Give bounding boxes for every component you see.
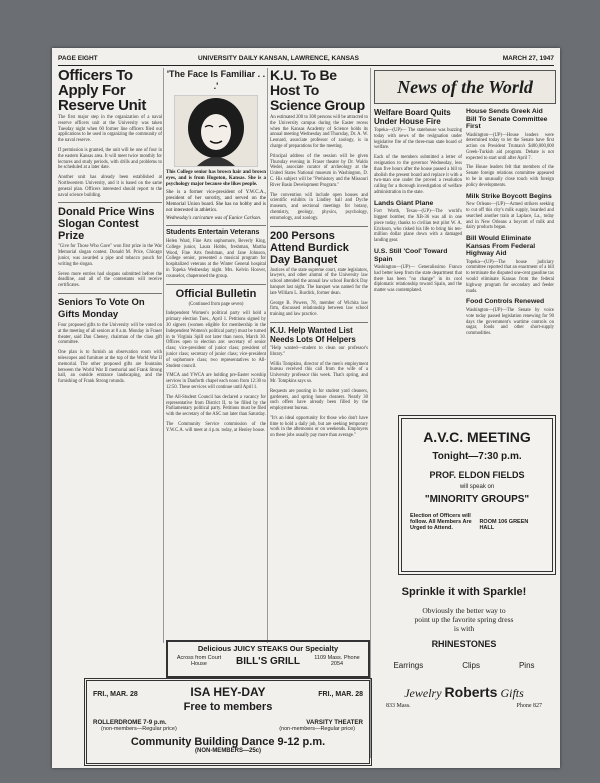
divider bbox=[166, 225, 266, 226]
article-text: Four proposed gifts to the University will be voted on at the meeting of all seniors at 8 a.m. Monday in Fraser theater, said Dan Cheney, chairman of the class gift committee. bbox=[58, 322, 162, 346]
headline-officers: Officers To Apply For Reserve Unit bbox=[58, 68, 147, 114]
news-column-1 bbox=[374, 106, 462, 376]
column-2 bbox=[166, 68, 266, 643]
article-text: Willis Tompkins, director of the men's employment bureau received this call from the wife of a University professor this week. That's spring, and Mr. Tompkins says so. bbox=[270, 361, 368, 384]
ad-title: Sprinkle it with Sparkle! bbox=[401, 586, 527, 598]
ad-date-left: FRI., MAR. 28 bbox=[93, 691, 138, 698]
store-name bbox=[374, 684, 554, 701]
ad-time: Tonight—7:30 p.m. bbox=[432, 451, 522, 462]
ad-item: RHINESTONES bbox=[431, 639, 497, 649]
store-name-right: Gifts bbox=[500, 686, 524, 700]
store-phone: Phone 827 bbox=[516, 703, 542, 709]
article-text: The House leaders felt that members of the Senate foreign relations committee appeared to be in unusually close touch with foreign policy developments. bbox=[466, 165, 554, 188]
caption-text: This College senior has brown hair and brown eyes, and is from Hugoton, Kansas. She is a psychology major because she likes people. bbox=[166, 170, 266, 187]
caption-text: Wednesday's caricature was of Eunice Carlson. bbox=[166, 216, 262, 221]
ad-contact: 1109 Mass. Phone 2054 bbox=[314, 655, 360, 667]
store-contact bbox=[374, 703, 554, 709]
article-text: "Give for Those Who Gave" won first prize in the War Memorial slogan contest. Donald M. Price, Chicago junior, was awarded a pipe and tobacco pouch for writing the slogan. bbox=[58, 244, 162, 267]
page-header bbox=[58, 53, 554, 66]
headline-slogan: Donald Price Wins Slogan Contest Prize bbox=[58, 206, 155, 243]
column-1 bbox=[58, 68, 162, 643]
article-text: "Help wanted—student to clean our professor's library." bbox=[270, 345, 368, 357]
bills-grill-ad bbox=[166, 640, 370, 678]
headline-banquet: 200 Persons Attend Burdick Day Banquet bbox=[270, 229, 349, 266]
headline-welfare: Welfare Board Quits Under House Fire bbox=[374, 108, 451, 126]
ad-room: ROOM 106 GREEN HALL bbox=[479, 519, 529, 531]
ad-footnote: Election of Officers will follow. All Members Are Urged to Attend. bbox=[410, 513, 472, 531]
ad-title: ISA HEY-DAY bbox=[190, 685, 266, 699]
article-text: Seven more entries had slogans submitted before the deadline, and all of the contestants will receive certificates. bbox=[58, 271, 162, 289]
headline-seniors: Seniors To Vote On Gifts Monday bbox=[58, 296, 145, 320]
article-text: Another unit has already been established at Northwestern University, and it is based on the same general plan. Officers interested should report to the naval science building. bbox=[58, 175, 162, 198]
headline-bulletin: Official Bulletin bbox=[175, 287, 257, 300]
isa-heyday-ad bbox=[84, 678, 372, 766]
ad-speaker: PROF. ELDON FIELDS bbox=[429, 470, 525, 480]
article-text: Helen Ward, Fine Arts sophomore, Beverly King, College junior, Laura Hobbs, freshman, Martha Wood, Fine Arts freshman, and Jane Johnson, College senior, presented a musical program for hospitalized veterans at the Winter General hospital in Topeka Wednesday night. Mrs. Kelvin Hoover, counselor, chaperoned the group. bbox=[166, 239, 266, 279]
article-text: If permission is granted, the unit will be one of four in the eastern Kansas area. It will meet twice monthly for lectures and study periods, with drills and problems to be scheduled at a later date. bbox=[58, 147, 162, 171]
ad-title: A.V.C. MEETING bbox=[423, 429, 531, 445]
article-text: Principal address of the session will be given Thursday evening in Fraser theater by Dr. Waldo Wedel, associate curator of archeology at the United States National museum in Washington, D. C. His subject will be "Prehistory and the Missouri River Basin Development Program." bbox=[270, 153, 368, 188]
headline-spain: U.S. Still 'Cool' Toward Spain bbox=[374, 248, 448, 263]
ad-note-right: (non-members—Regular price) bbox=[279, 726, 355, 732]
headline-face: 'The Face Is Familiar . . .' bbox=[166, 69, 266, 91]
ad-event-left: ROLLERDROME 7-9 p.m. bbox=[93, 719, 167, 726]
paper-title: UNIVERSITY DAILY KANSAN, LAWRENCE, KANSAS bbox=[198, 55, 359, 62]
ad-dance-note: (NON-MEMBERS—25c) bbox=[194, 748, 261, 754]
article-text: Independent Women's political party will hold a primary election Tues., April 1. Petitions signed by 30 signers (women eligible for membership in the Independent Women's political party) must be turned in to Virginia Spill not later than noon, March 30. Offices open to election are: secretary of senior class; vice-president of junior class; president of junior class; secretary of junior class; vice-president of sophomore class; two representatives to All-Student council. bbox=[166, 311, 266, 369]
headline-help-wanted: K.U. Help Wanted List Needs Lots Of Helpers bbox=[270, 325, 356, 344]
divider bbox=[58, 293, 162, 294]
ad-item-clips: Clips bbox=[462, 661, 480, 670]
article-text: The convention will include open houses and scientific exhibits in Lindley hall and Dyche museum, and sectional meetings for botany, chemistry, geology, physics, psychology, entomology, and zoology. bbox=[270, 192, 368, 221]
headline-plane: Lands Giant Plane bbox=[374, 199, 434, 207]
headline-science: K.U. To Be Host To Science Group bbox=[270, 68, 365, 113]
article-text: New Orleans—(UP)—Armed strikers seeking to cut off this city's milk supply, boarded and searched another train at Laplace, La., today and in New Orleans a boycott of milk and dairy products began. bbox=[466, 202, 554, 231]
article-text: (Continued from page seven) bbox=[188, 301, 244, 307]
article-text: The first major step in the organization of a naval reserve officers unit at the University was taken Tuesday night when 60 former line officers filed out applications to be used in organizing the community of the naval reserve. bbox=[58, 115, 162, 144]
headline-students: Students Entertain Veterans bbox=[166, 229, 260, 236]
article-text: "It's an ideal opportunity for those who don't have time to hold a daily job, but are seeking temporary work in the afternoons or on weekends. Employers on these jobs usually pay more than average." bbox=[270, 415, 368, 439]
ad-item-list bbox=[374, 661, 554, 670]
ad-location: Across from Court House bbox=[176, 655, 222, 667]
issue-date: MARCH 27, 1947 bbox=[502, 55, 554, 62]
article-text: Washington—(UP)—The Senate by voice vote today passed legislation renewing for 90 days the government's wartime controls on sugar, foods and other short-supply commodities. bbox=[466, 307, 554, 337]
ad-dance: Community Building Dance 9-12 p.m. bbox=[130, 736, 326, 748]
column-divider bbox=[370, 68, 371, 758]
article-text: Washington—(UP)—House leaders were determined today to let the Senate have first action on President Truman's $400,000,000 Greek-Turkish aid program. Debate is not expected to start until after April 7. bbox=[466, 132, 554, 161]
article-text: One plan is to furnish an observation room with telescopes and furniture at the top of the World War II memorial. The other proposed gifts are fountains between the World War II memorial and Frank Strong hall, an outside entrance landscaping, and the furnishing of Frank Strong rotunda. bbox=[58, 350, 162, 385]
article-text: An estimated 200 to 300 persons will be attracted to the University campus during the Easter recess when the Kansas Academy of Science holds its annual meeting Wednesday and Thursday, Dr. A. W. Leonard, associate professor of zoology, is in charge of preparations for the meeting. bbox=[270, 115, 368, 149]
article-text: The Community Service commission of the Y.W.C.A. will meet at 4 p.m. today, at Henley house. bbox=[166, 421, 266, 433]
column-divider bbox=[267, 68, 268, 643]
store-name-main: Roberts bbox=[444, 684, 498, 700]
headline-greek-aid: House Sends Greek Aid Bill To Senate Committee First bbox=[466, 108, 548, 130]
news-column-2 bbox=[466, 106, 554, 376]
rhinestones-ad bbox=[374, 574, 554, 760]
divider bbox=[270, 226, 368, 227]
divider bbox=[166, 284, 266, 285]
ad-text: Obviously the better way to point up the favorite spring dress is with bbox=[414, 606, 514, 633]
headline-milk: Milk Strike Boycott Begins bbox=[466, 192, 552, 200]
column-divider bbox=[163, 68, 164, 643]
ad-title: Delicious JUICY STEAKS Our Specialty bbox=[197, 644, 339, 653]
ad-date-right: FRI., MAR. 28 bbox=[318, 691, 363, 698]
news-of-world-masthead bbox=[374, 70, 556, 104]
ad-event-right: VARSITY THEATER bbox=[306, 719, 363, 726]
article-text: Topeka—(UP)— The statehouse was buzzing today with news of the resignation under legislative fire of the three-man state board of welfare. bbox=[374, 128, 462, 151]
store-name-left: Jewelry bbox=[404, 686, 442, 700]
ad-text: will speak on bbox=[459, 484, 495, 490]
divider bbox=[58, 202, 162, 203]
article-text: The All-Student Council has declared a vacancy for representative from District II, to be filled by the Parliamentary political party. Petitions must be filed with the secretary of the ASC not later than Saturday. bbox=[166, 394, 266, 418]
article-text: Topeka—(UP)—The house judiciary committee reported that an enactment of a bill to terminate the disputed one-cent gasoline tax would eliminate Kansas from the federal highway program for secondary and feeder roads. bbox=[466, 259, 554, 294]
article-text: Washington—(UP)— Generalissimo Franco had better keep from the state department that there has been "no change" in its cool diplomatic relationship toward Spain, and the matter was contemplated. bbox=[374, 265, 462, 294]
newspaper-page bbox=[52, 48, 560, 768]
avc-meeting-ad bbox=[398, 415, 556, 575]
masthead-title: News of the World bbox=[397, 76, 533, 97]
caricature-illustration bbox=[174, 95, 258, 167]
ad-item-earrings: Earrings bbox=[393, 661, 424, 670]
article-text: Each of the members submitted a letter of resignation to the governor Wednesday, less than five hours after the house passed a bill to abolish the present board and replace it with a two-man one under the proved a resolution calling for a thorough investigation of welfare administration in the state. bbox=[374, 155, 462, 195]
divider bbox=[270, 322, 368, 323]
column-3 bbox=[270, 68, 368, 643]
headline-highway: Bill Would Eliminate Kansas From Federal Highway Aid bbox=[466, 235, 536, 258]
article-text: Fort Worth, Texas—(UP)—The world's biggest bomber, the XB-36 was all in one piece today, thanks to civilian test pilot W. A. Erickson, who risked his life to bring his ten-million dollar plane down with a damaged landing gear. bbox=[374, 209, 462, 244]
ad-item-pins: Pins bbox=[518, 661, 535, 670]
ad-note-left: (non-members—Regular price) bbox=[101, 726, 177, 732]
store-address: 833 Mass. bbox=[386, 703, 411, 709]
ad-topic: "MINORITY GROUPS" bbox=[424, 494, 530, 505]
caption-text: She is a former vice-president of Y.W.C.A., president of her sorority, and served on the Memorial Union board. She has no hobby and is not interested in athletics. bbox=[166, 190, 266, 213]
article-text: Requests are pouring in for student yard cleaners, gardeners, and spring house cleaners. Nearly 30 such offers have already been filled by the employment bureau. bbox=[270, 388, 368, 412]
portrait-icon bbox=[175, 96, 257, 166]
article-text: YMCA and YWCA are holding pre-Easter worship services in Danforth chapel each noon from 12:30 to 12:50. These services will continue until April 1. bbox=[166, 373, 266, 390]
ad-subtitle: Free to members bbox=[183, 701, 273, 713]
article-text: Justices of the state supreme court, state legislators, lawyers, and other alumni of the University law school attended the annual law school Burdick Day banquet last night. The banquet was named for the late William L. Burdick, former dean. bbox=[270, 267, 368, 296]
ad-business-name: BILL'S GRILL bbox=[235, 655, 301, 667]
headline-food: Food Controls Renewed bbox=[466, 298, 545, 306]
article-text: George B. Powers, 78, member of Wichita law firm, discussed relationship between law school training and law practice. bbox=[270, 300, 368, 318]
page-number: PAGE EIGHT bbox=[58, 55, 98, 62]
